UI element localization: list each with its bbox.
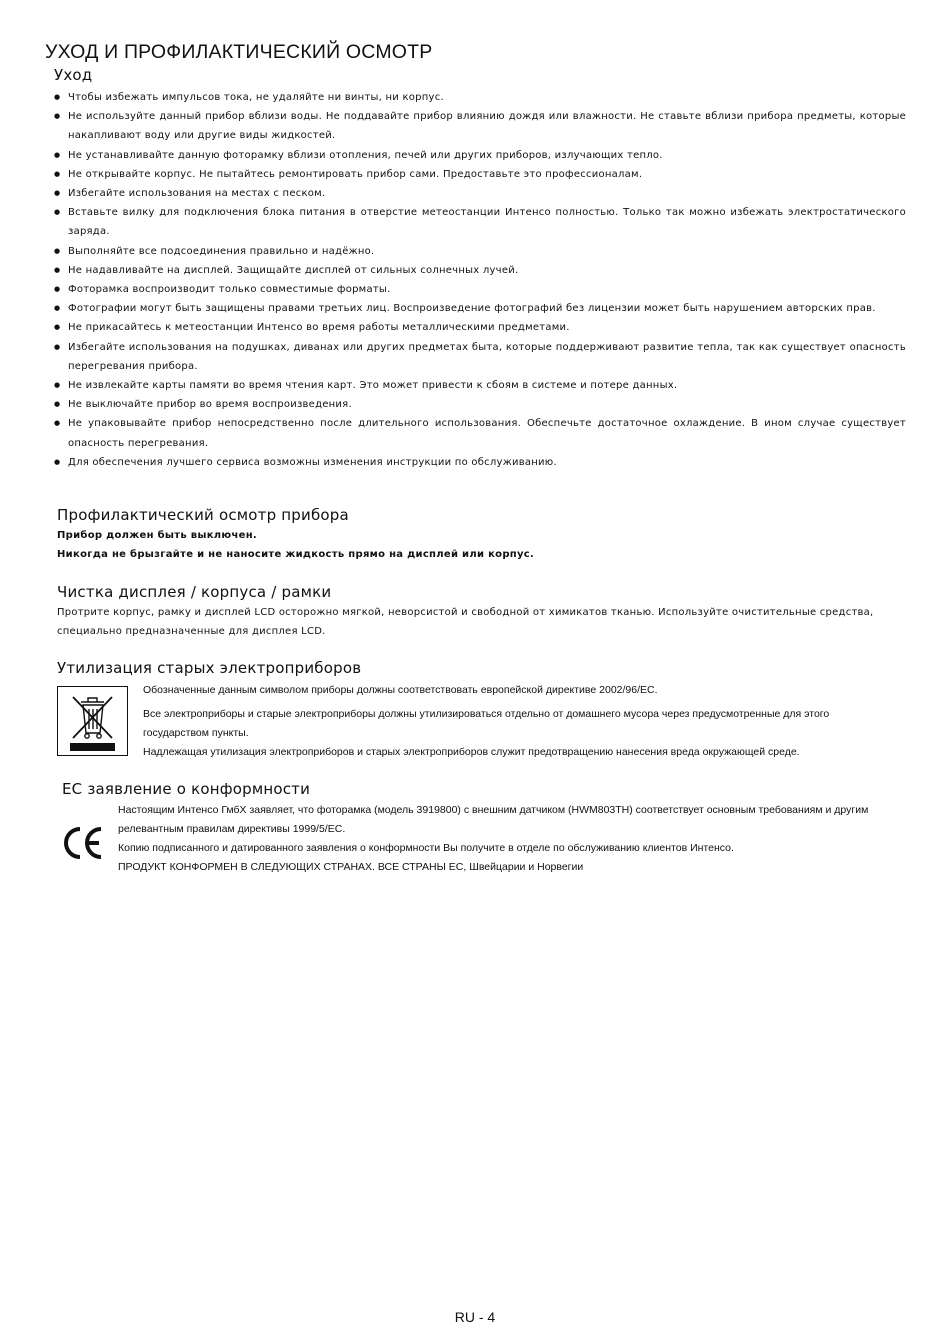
list-item: ● Не извлекайте карты памяти во время чтения карт. Это может привести к сбоям в системе и потере данных. [52, 376, 906, 395]
disposal-text-2: Все электроприборы и старые электроприборы должны утилизироваться отдельно от домашнего мусора через предусмотренные для этого государством пункты. [143, 708, 830, 740]
conformity-text-1: Настоящим Интенсо ГмбХ заявляет, что фоторамка (модель 3919800) с внешним датчиком (HWM803TH) соответствует основным требованиям и другим релевантным правилам директивы 1999/5/EC. [118, 804, 869, 836]
list-item: ● Избегайте использования на подушках, диванах или других предметах быта, которые поддерживают развитие тепла, так как существует опасность перегревания прибора. [52, 338, 906, 376]
conformity-heading: ЕС заявление о конформности [62, 780, 311, 798]
list-item: ● Не прикасайтесь к метеостанции Интенсо во время работы металлическими предметами. [52, 318, 906, 337]
list-item: ● Не открывайте корпус. Не пытайтесь ремонтировать прибор сами. Предоставьте это профессионалам. [52, 165, 906, 184]
list-item: ● Для обеспечения лучшего сервиса возможны изменения инструкции по обслуживанию. [52, 453, 906, 472]
cleaning-heading: Чистка дисплея / корпуса / рамки [57, 583, 332, 601]
list-item: ● Не выключайте прибор во время воспроизведения. [52, 395, 906, 414]
maintenance-line-1: Прибор должен быть выключен. [57, 530, 258, 541]
list-item: ● Избегайте использования на местах с песком. [52, 184, 906, 203]
maintenance-heading: Профилактический осмотр прибора [57, 506, 349, 524]
list-item: ● Вставьте вилку для подключения блока питания в отверстие метеостанции Интенсо полностью. Только так можно избежать электростатического заряда. [52, 203, 906, 241]
ce-mark-icon [61, 825, 105, 861]
list-item: ● Не используйте данный прибор вблизи воды. Не поддавайте прибор влиянию дождя или влажности. Не ставьте вблизи прибора предметы, которые накапливают воду или другие виды жидкостей. [52, 107, 906, 145]
maintenance-line-2: Никогда не брызгайте и не наносите жидкость прямо на дисплей или корпус. [57, 549, 535, 560]
disposal-heading: Утилизация старых электроприборов [57, 659, 362, 677]
list-item: ● Фоторамка воспроизводит только совместимые форматы. [52, 280, 906, 299]
list-item: ● Чтобы избежать импульсов тока, не удаляйте ни винты, ни корпус. [52, 88, 906, 107]
disposal-text-1: Обозначенные данным символом приборы должны соответствовать европейской директиве 2002/96/EC. [143, 684, 658, 696]
conformity-text-3: ПРОДУКТ КОНФОРМЕН В СЛЕДУЮЩИХ СТРАНАХ. ВСЕ СТРАНЫ ЕС, Швейцарии и Норвегии [118, 861, 584, 873]
list-item: ● Не надавливайте на дисплей. Защищайте дисплей от сильных солнечных лучей. [52, 261, 906, 280]
disposal-text-3: Надлежащая утилизация электроприборов и старых электроприборов служит предотвращению нанесения вреда окружающей среде. [143, 746, 800, 758]
list-item: ● Не упаковывайте прибор непосредственно после длительного использования. Обеспечьте достаточное охлаждение. В ином случае существует опасность перегревания. [52, 414, 906, 452]
page-number: RU - 4 [454, 1309, 496, 1325]
cleaning-text: Протрите корпус, рамку и дисплей LCD осторожно мягкой, неворсистой и свободной от химикатов тканью. Используйте очистительные средства, специально предназначенные для дисплея LCD. [57, 607, 874, 638]
list-item: ● Фотографии могут быть защищены правами третьих лиц. Воспроизведение фотографий без лицензии может быть нарушением авторских прав. [52, 299, 906, 318]
page-title: УХОД И ПРОФИЛАКТИЧЕСКИЙ ОСМОТР [45, 41, 433, 63]
list-item: ● Выполняйте все подсоединения правильно и надёжно. [52, 242, 906, 261]
conformity-text-2: Копию подписанного и датированного заявления о конформности Вы получите в отделе по обслуживанию клиентов Интенсо. [118, 842, 734, 854]
care-bullet-list [52, 88, 906, 472]
care-heading: Уход [54, 66, 93, 84]
list-item: ● Не устанавливайте данную фоторамку вблизи отопления, печей или других приборов, излучающих тепло. [52, 146, 906, 165]
weee-crossed-bin-icon [57, 686, 128, 756]
